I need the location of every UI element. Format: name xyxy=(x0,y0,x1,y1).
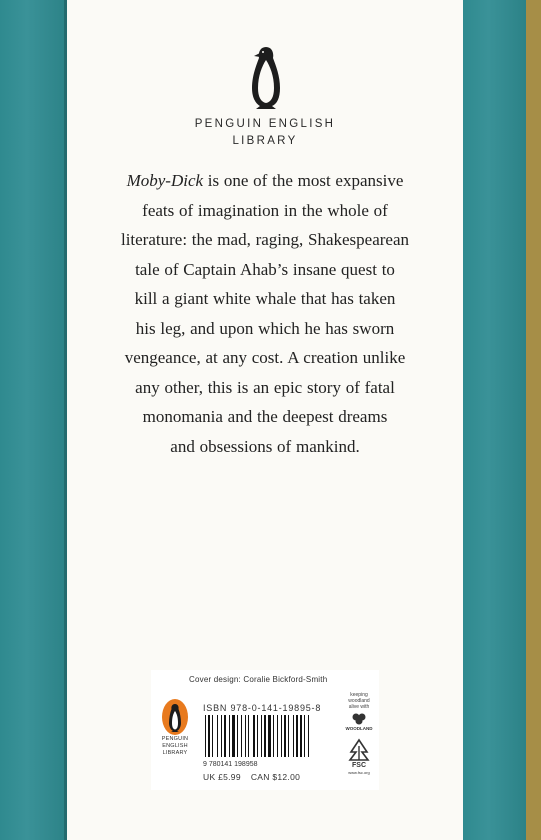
small-imprint-line-3: LIBRARY xyxy=(162,750,188,756)
blurb-line-5: kill a giant white whale that has taken xyxy=(134,289,396,308)
blurb-line-6: his leg, and upon which he has sworn xyxy=(135,318,395,338)
fsc-tree-icon xyxy=(345,738,373,762)
woodland-text-2: woodland xyxy=(348,698,370,704)
isbn-text: ISBN 978-0-141-19895-8 xyxy=(203,703,322,713)
penguin-logo-icon xyxy=(246,44,286,110)
price-line xyxy=(203,772,300,782)
back-cover-panel xyxy=(67,0,463,840)
woodland-text-1: keeping xyxy=(350,692,368,698)
woodland-text-3: alive with xyxy=(348,704,370,710)
right-teal-band xyxy=(463,0,526,840)
woodland-trust-name: WOODLAND xyxy=(345,726,373,731)
blurb-line-4: tale of Captain Ahab’s insane quest to xyxy=(135,259,395,279)
blurb-line-9: monomania and the deepest dreams xyxy=(142,407,388,426)
small-imprint xyxy=(153,736,197,757)
left-teal-band xyxy=(0,0,67,840)
barcode-icon xyxy=(203,715,337,767)
blurb-paragraph xyxy=(67,166,463,461)
woodland-trust-text xyxy=(341,692,377,710)
book-title: Moby-Dick xyxy=(126,171,204,190)
woodland-trust-icon xyxy=(351,712,367,726)
imprint-line-2: LIBRARY xyxy=(232,135,298,147)
fsc-name: FSC xyxy=(352,762,366,769)
penguin-small-logo-icon xyxy=(161,698,189,736)
barcode-digits: 9 780141 198958 xyxy=(203,761,258,767)
blurb-line-10: and obsessions of mankind. xyxy=(170,436,360,456)
small-imprint-line-2: ENGLISH xyxy=(162,743,188,749)
blurb-line-8: any other, this is an epic story of fatal xyxy=(135,377,395,397)
blurb-line-2: feats of imagination in the whole of xyxy=(142,200,388,220)
right-spine-edge xyxy=(526,0,541,840)
barcode-label xyxy=(151,670,379,790)
small-imprint-line-1: PENGUIN xyxy=(161,736,189,742)
blurb-line-1 xyxy=(67,166,463,196)
blurb-line-3: literature: the mad, raging, Shakespearean xyxy=(120,230,410,249)
price-uk: UK £5.99 xyxy=(203,772,241,782)
imprint-name xyxy=(67,116,463,150)
price-can: CAN $12.00 xyxy=(250,772,301,782)
fsc-url: www.fsc.org xyxy=(348,770,370,775)
blurb-line-1-text: is one of the most expansive xyxy=(203,171,404,190)
cover-credit: Cover design: Coralie Bickford-Smith xyxy=(189,675,328,684)
imprint-line-1: PENGUIN ENGLISH xyxy=(194,118,336,130)
blurb-line-7: vengeance, at any cost. A creation unlike xyxy=(124,348,406,367)
